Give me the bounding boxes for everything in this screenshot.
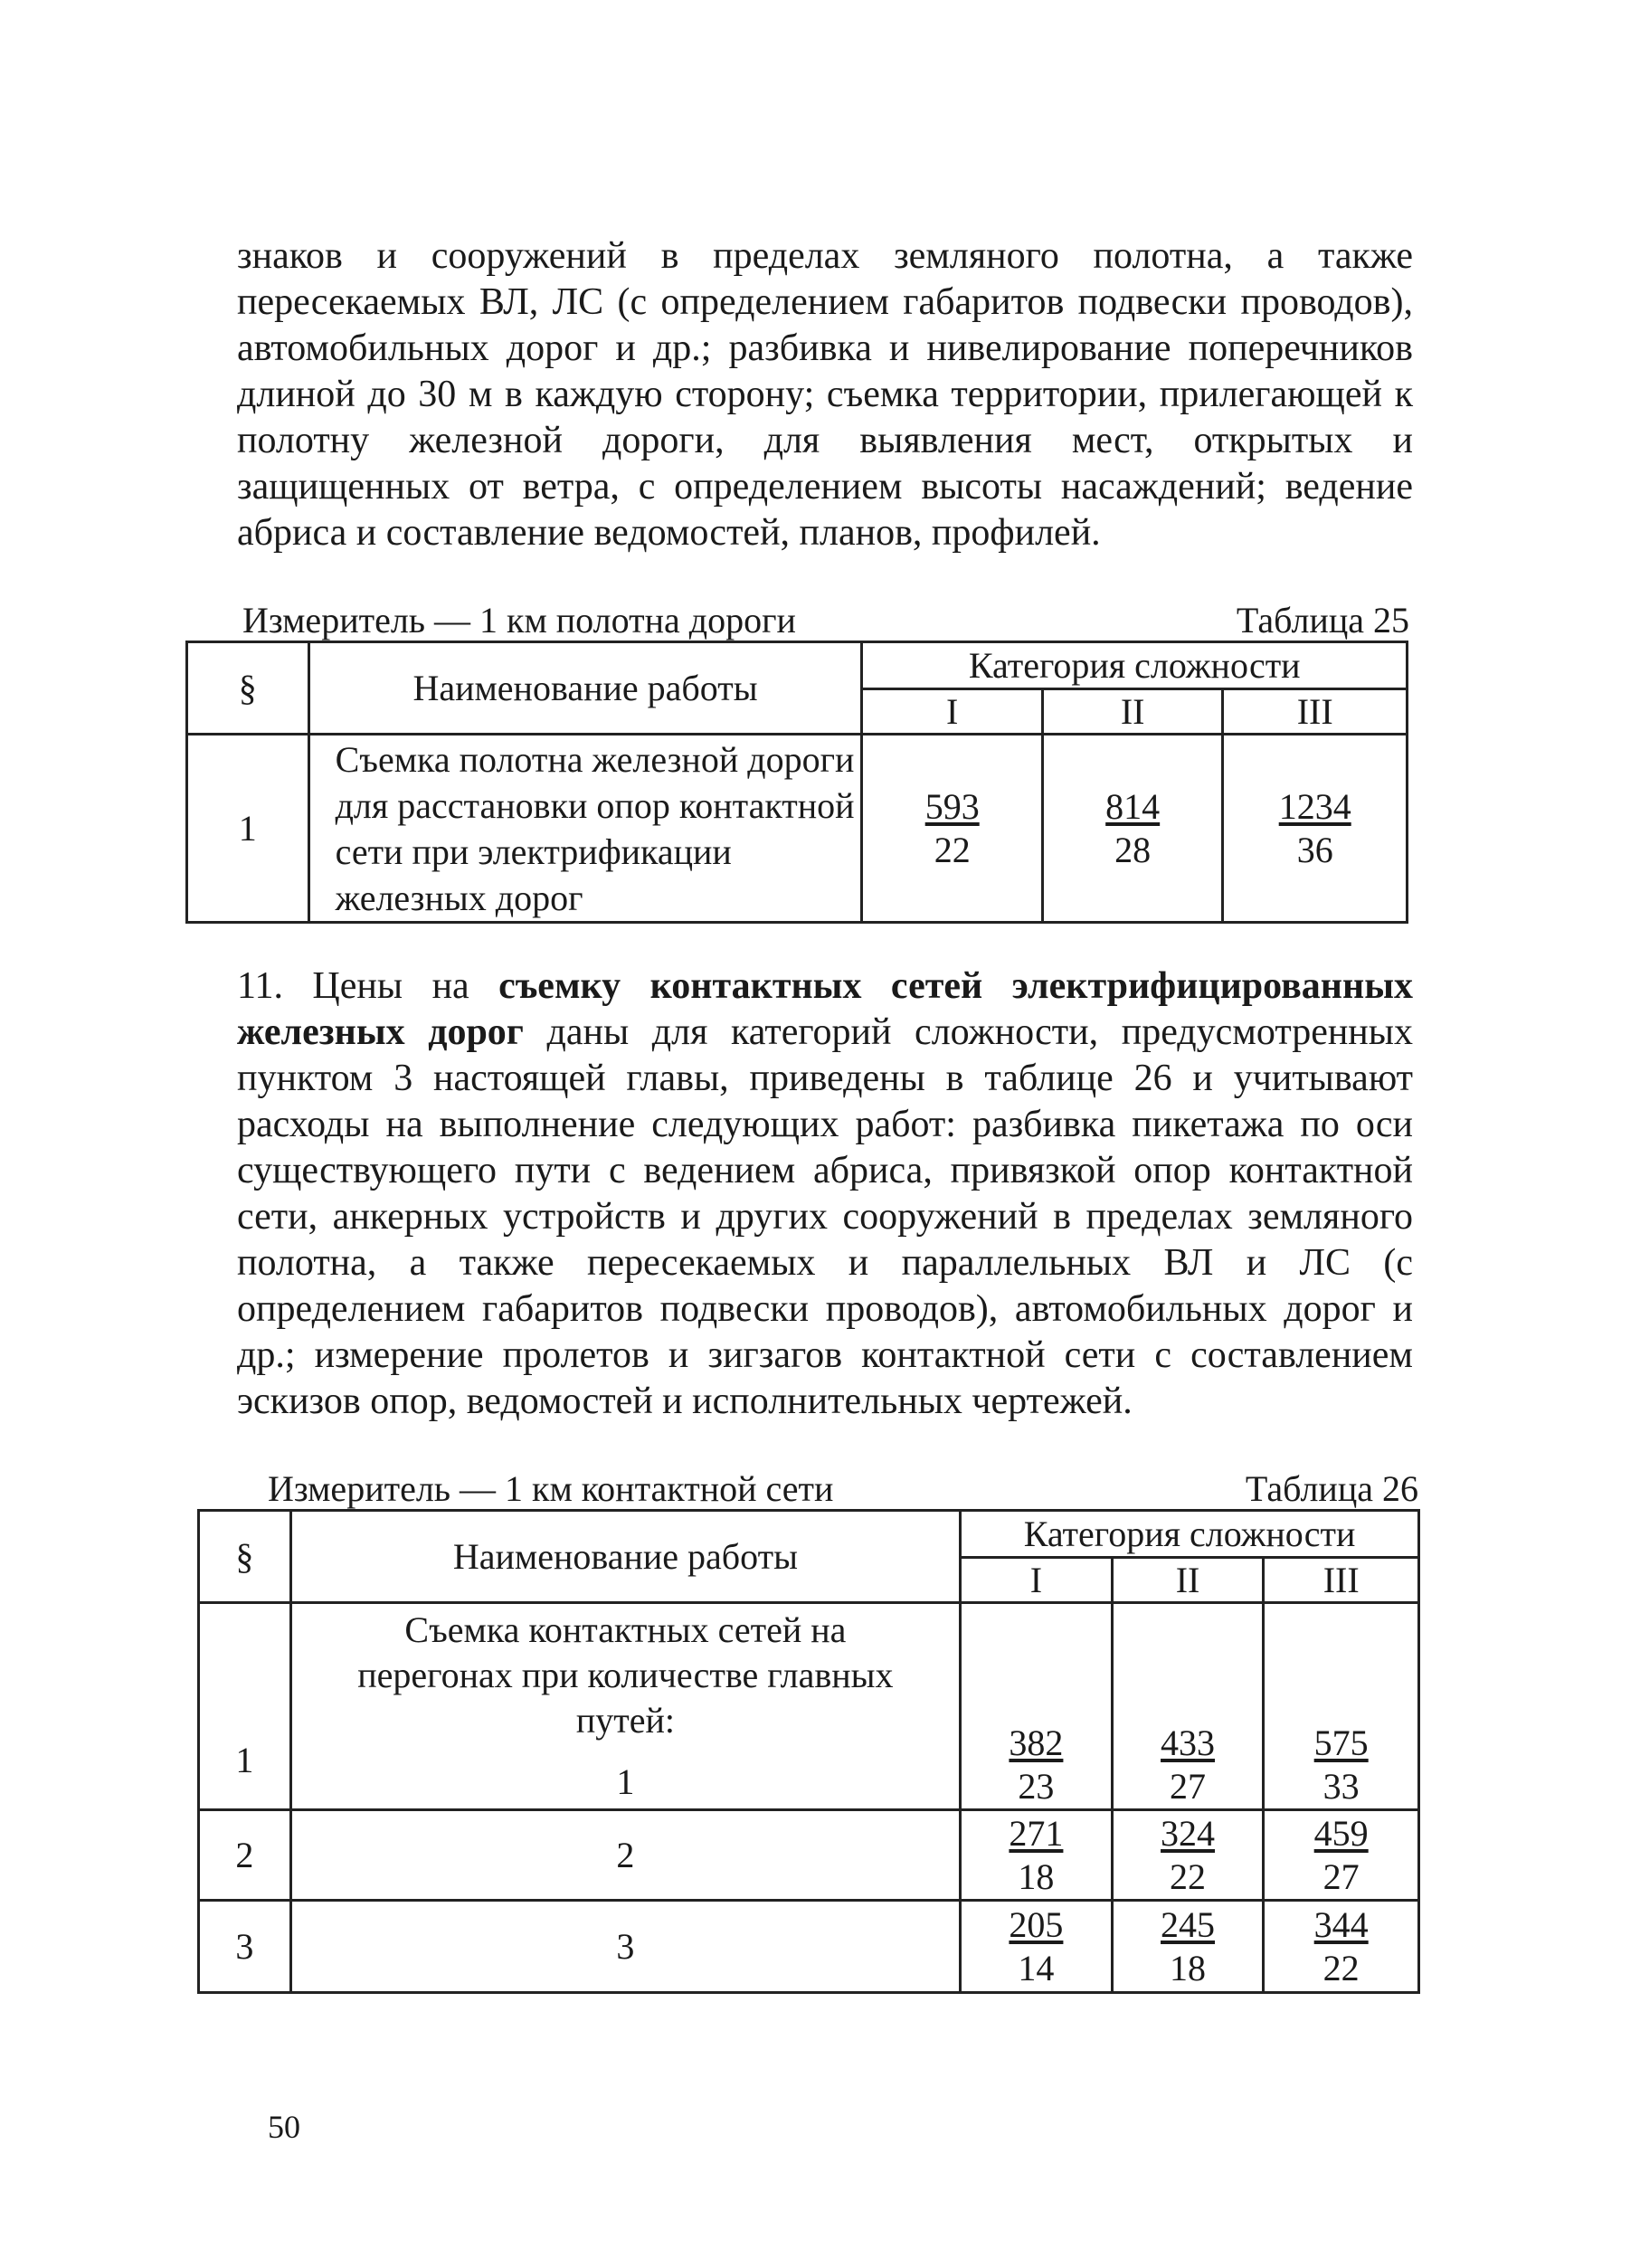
table26-row2-cat1 xyxy=(961,1810,1113,1901)
table26-row1-name-cell xyxy=(290,1603,960,1810)
table26-head-name: Наименование работы xyxy=(290,1511,960,1603)
value-numerator: 433 xyxy=(1161,1722,1216,1763)
value-denominator: 28 xyxy=(1114,829,1152,870)
table25-row1-section: 1 xyxy=(187,735,309,923)
table26-row2-section: 2 xyxy=(199,1810,291,1901)
table26-caption xyxy=(268,1469,1418,1509)
table26-head-section: § xyxy=(199,1511,291,1603)
value-denominator: 18 xyxy=(1170,1947,1207,1988)
table26-row1-cat1 xyxy=(961,1603,1113,1810)
value-denominator: 22 xyxy=(934,829,971,870)
value-denominator: 14 xyxy=(1018,1947,1055,1988)
table26-row2-name: 2 xyxy=(290,1810,960,1901)
table25-caption-left: Измеритель — 1 км полотна дороги xyxy=(242,600,796,641)
table25-row1-cat3 xyxy=(1223,735,1408,923)
value-denominator: 22 xyxy=(1170,1855,1207,1897)
paragraph-2-rest: даны для категорий сложности, предусмотренных пунктом 3 настоящей главы, приведены в таблице 26 и учитывают расходы на выполнение следующих работ: разбивка пикетажа по оси существующего пути с ведением абриса, привязкой опор контактной сети, анкерных устройств и других сооружений в пределах земляного полотна, а также пересекаемых и параллельных ВЛ и ЛС (с определением габаритов подвески проводов), автомобильных дорог и др.; измерение пролетов и зигзагов контактной сети с составлением эскизов опор, ведомостей и исполнительных чертежей. xyxy=(237,1011,1414,1422)
table26-cat-1: I xyxy=(961,1558,1113,1603)
table26-row1-name: 1 xyxy=(616,1761,635,1802)
table25-cat-1: I xyxy=(862,689,1042,735)
table26-row3-name: 3 xyxy=(290,1901,960,1993)
table26-row3-cat3 xyxy=(1264,1901,1419,1993)
value-denominator: 27 xyxy=(1322,1855,1360,1897)
value-numerator: 205 xyxy=(1009,1903,1064,1945)
paragraph-2 xyxy=(237,963,1413,1425)
table-row xyxy=(199,1901,1419,1993)
table-row xyxy=(199,1810,1419,1901)
table25-head-name: Наименование работы xyxy=(308,642,862,735)
table25-row1-cat1 xyxy=(862,735,1042,923)
table26-row2-cat3 xyxy=(1264,1810,1419,1901)
table-25 xyxy=(185,641,1408,924)
table26-cat-3: III xyxy=(1264,1558,1419,1603)
value-denominator: 18 xyxy=(1018,1855,1055,1897)
table25-cat-3: III xyxy=(1223,689,1408,735)
value-denominator: 23 xyxy=(1018,1766,1055,1807)
table25-caption-right: Таблица 25 xyxy=(1236,600,1409,641)
table25-cat-2: II xyxy=(1042,689,1222,735)
table25-row1-cat2 xyxy=(1042,735,1222,923)
value-numerator: 1234 xyxy=(1278,785,1351,827)
paragraph-2-lead: Цены на xyxy=(282,965,499,1007)
table26-head-category: Категория сложности xyxy=(961,1511,1419,1558)
table26-caption-right: Таблица 26 xyxy=(1245,1468,1418,1509)
paragraph-2-bold: съемку контактных сетей электрифицированных железных дорог xyxy=(237,965,1413,1053)
value-denominator: 27 xyxy=(1170,1766,1207,1807)
table25-head-section: § xyxy=(187,642,309,735)
table26-row1-cat2 xyxy=(1112,1603,1264,1810)
table-row xyxy=(187,735,1408,923)
table26-intro: Съемка контактных сетей на перегонах при количестве главных путей: xyxy=(357,1609,894,1741)
table26-row3-cat1 xyxy=(961,1901,1113,1993)
page-number: 50 xyxy=(268,2109,300,2145)
value-numerator: 245 xyxy=(1161,1903,1216,1945)
table26-row1-cat3 xyxy=(1264,1603,1419,1810)
table26-row3-section: 3 xyxy=(199,1901,291,1993)
table25-head-category: Категория сложности xyxy=(862,642,1408,689)
paragraph-2-number: 11. xyxy=(237,965,283,1007)
value-numerator: 593 xyxy=(924,785,980,827)
value-numerator: 324 xyxy=(1161,1812,1216,1854)
table26-row1-section: 1 xyxy=(199,1603,291,1810)
table26-row3-cat2 xyxy=(1112,1901,1264,1993)
table-row xyxy=(199,1603,1419,1810)
table26-row2-cat2 xyxy=(1112,1810,1264,1901)
value-numerator: 459 xyxy=(1313,1812,1369,1854)
value-denominator: 33 xyxy=(1322,1766,1360,1807)
value-numerator: 344 xyxy=(1313,1903,1369,1945)
table26-caption-left: Измеритель — 1 км контактной сети xyxy=(268,1468,834,1509)
table26-cat-2: II xyxy=(1112,1558,1264,1603)
paragraph-1: знаков и сооружений в пределах земляного полотна, а также пересекаемых ВЛ, ЛС (с определением габаритов подвески проводов), автомобильных дорог и др.; разбивка и нивелирование поперечников длиной до 30 м в каждую сторону; съемка территории, прилегающей к полотну железной дороги, для выявления мест, открытых и защищенных от ветра, с определением высоты насаждений; ведение абриса и составление ведомостей, планов, профилей. xyxy=(237,235,1413,554)
value-numerator: 814 xyxy=(1105,785,1161,827)
value-denominator: 36 xyxy=(1296,829,1333,870)
value-numerator: 575 xyxy=(1313,1722,1369,1763)
table25-caption xyxy=(242,601,1409,641)
table-26 xyxy=(197,1509,1420,1994)
value-denominator: 22 xyxy=(1322,1947,1360,1988)
value-numerator: 271 xyxy=(1009,1812,1064,1854)
value-numerator: 382 xyxy=(1009,1722,1064,1763)
table25-row1-name: Съемка полотна железной дороги для расстановки опор контактной сети при электрификации железных дорог xyxy=(308,735,862,923)
